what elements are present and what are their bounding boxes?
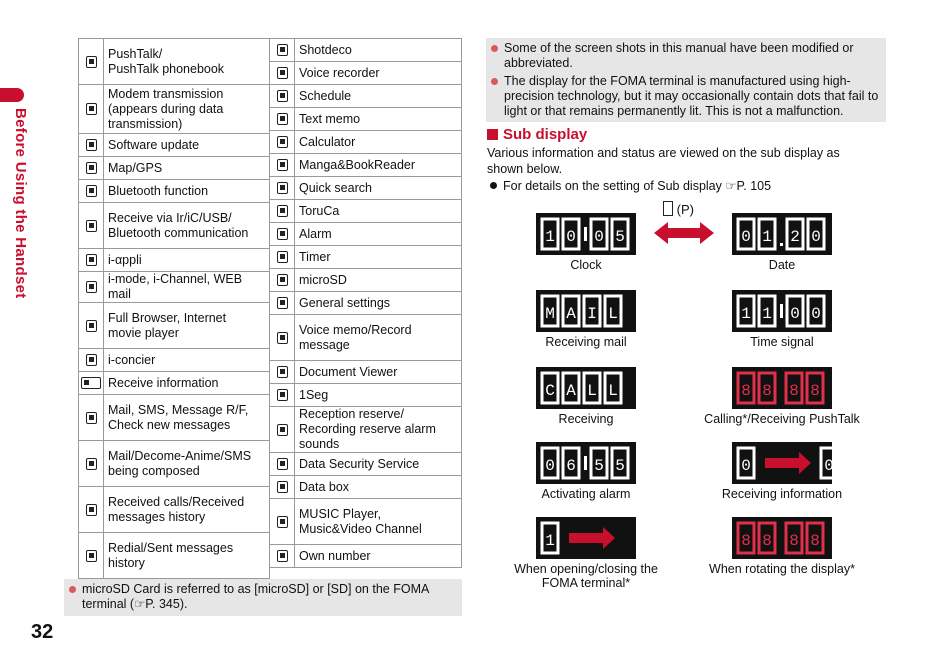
row-label: PushTalk/ PushTalk phonebook bbox=[104, 39, 270, 85]
row-label: Quick search bbox=[295, 177, 462, 200]
table-row bbox=[270, 315, 462, 361]
segment-separator bbox=[780, 243, 783, 246]
icon-cell bbox=[79, 441, 104, 487]
segment-char: 2 bbox=[790, 228, 800, 246]
segment-glyphs bbox=[732, 290, 832, 332]
subdisplay-caption: Calling*/Receiving PushTalk bbox=[704, 412, 860, 426]
subdisplay-open bbox=[536, 517, 636, 559]
general-settings-icon bbox=[277, 297, 288, 309]
icon-cell bbox=[79, 203, 104, 249]
segment-glyphs bbox=[732, 442, 832, 484]
table-row bbox=[270, 384, 462, 407]
row-label: i-αppli bbox=[104, 249, 270, 272]
microsd-note bbox=[64, 579, 462, 616]
reception-reserve-icon bbox=[277, 424, 288, 436]
segment-char: 0 bbox=[594, 228, 604, 246]
row-label: 1Seg bbox=[295, 384, 462, 407]
segment-char: 1 bbox=[741, 305, 751, 323]
table-row bbox=[79, 372, 270, 395]
phone-key-icon bbox=[663, 201, 673, 216]
row-label: Data box bbox=[295, 476, 462, 499]
table-row bbox=[270, 154, 462, 177]
table-row bbox=[79, 441, 270, 487]
table-row bbox=[79, 533, 270, 579]
table-row bbox=[270, 453, 462, 476]
segment-char: 0 bbox=[566, 228, 576, 246]
segment-glyphs bbox=[536, 290, 636, 332]
icon-cell bbox=[79, 349, 104, 372]
row-label: Timer bbox=[295, 246, 462, 269]
icon-cell bbox=[270, 246, 295, 269]
note-display-dots: The display for the FOMA terminal is manufactured using high-precision technology, but it may occasionally contain dots that fail to light or that remains permanently lit. This is not a malfunction. bbox=[486, 74, 886, 119]
table-row bbox=[79, 349, 270, 372]
segment-char: 0 bbox=[824, 457, 834, 475]
i-concier-icon bbox=[86, 354, 97, 366]
icon-cell bbox=[79, 272, 104, 303]
segment-glyphs bbox=[536, 213, 636, 255]
icon-cell bbox=[79, 39, 104, 85]
segment-glyphs bbox=[536, 367, 636, 409]
segment-char: 8 bbox=[741, 532, 751, 550]
subdisplay-caption: When rotating the display* bbox=[709, 562, 855, 576]
quick-search-icon bbox=[277, 182, 288, 194]
data-box-icon bbox=[277, 481, 288, 493]
icon-table-right bbox=[269, 38, 462, 568]
segment-char: 0 bbox=[741, 457, 751, 475]
row-label: Alarm bbox=[295, 223, 462, 246]
segment-glyphs bbox=[732, 213, 832, 255]
map-gps-icon bbox=[86, 162, 97, 174]
table-row bbox=[270, 85, 462, 108]
segment-char: 8 bbox=[789, 532, 799, 550]
chapter-tab-marker bbox=[0, 88, 24, 102]
subdisplay-date bbox=[732, 213, 832, 255]
segment-char: 0 bbox=[545, 457, 555, 475]
timer-icon bbox=[277, 251, 288, 263]
icon-cell bbox=[79, 533, 104, 579]
microsd-note-line2: terminal (☞P. 345). bbox=[82, 597, 188, 611]
arrow-mark bbox=[765, 452, 811, 474]
row-label: Modem transmission (appears during data transmission) bbox=[104, 85, 270, 134]
segment-char: 0 bbox=[811, 228, 821, 246]
row-label: Text memo bbox=[295, 108, 462, 131]
row-label: Redial/Sent messages history bbox=[104, 533, 270, 579]
icon-table-left bbox=[78, 38, 270, 579]
subdisplay-alarm bbox=[536, 442, 636, 484]
calculator-icon bbox=[277, 136, 288, 148]
chapter-side-label: Before Using the Handset bbox=[12, 108, 29, 299]
music-player-icon bbox=[277, 516, 288, 528]
subdisplay-call bbox=[536, 367, 636, 409]
receive-ir-icon bbox=[86, 220, 97, 232]
section-title-text: Sub display bbox=[503, 126, 588, 143]
table-row bbox=[270, 407, 462, 453]
redial-icon bbox=[86, 550, 97, 562]
segment-char: 1 bbox=[545, 228, 555, 246]
subdisplay-caption: Time signal bbox=[750, 335, 814, 349]
segment-char: 8 bbox=[762, 382, 772, 400]
data-security-icon bbox=[277, 458, 288, 470]
subdisplay-caption: Clock bbox=[570, 258, 602, 272]
table-row bbox=[79, 303, 270, 349]
row-label: i-concier bbox=[104, 349, 270, 372]
microsd-icon bbox=[277, 274, 288, 286]
table-row bbox=[270, 476, 462, 499]
schedule-icon bbox=[277, 90, 288, 102]
bullet-dot-icon bbox=[490, 182, 497, 189]
row-label: Manga&BookReader bbox=[295, 154, 462, 177]
table-row bbox=[270, 62, 462, 85]
table-row bbox=[270, 108, 462, 131]
icon-cell bbox=[79, 303, 104, 349]
segment-char: I bbox=[587, 305, 597, 323]
segment-char: 8 bbox=[741, 382, 751, 400]
row-label: Full Browser, Internet movie player bbox=[104, 303, 270, 349]
segment-char: L bbox=[587, 382, 597, 400]
row-label: Voice memo/Record message bbox=[295, 315, 462, 361]
segment-char: 6 bbox=[566, 457, 576, 475]
icon-cell bbox=[79, 487, 104, 533]
manga-reader-icon bbox=[277, 159, 288, 171]
segment-separator bbox=[780, 304, 783, 318]
icon-cell bbox=[270, 545, 295, 568]
segment-char: 5 bbox=[594, 457, 604, 475]
table-row bbox=[79, 157, 270, 180]
icon-cell bbox=[270, 85, 295, 108]
row-label: MUSIC Player, Music&Video Channel bbox=[295, 499, 462, 545]
segment-char: 8 bbox=[810, 382, 820, 400]
receive-information-icon bbox=[81, 377, 101, 389]
toggle-arrow-icon bbox=[654, 220, 714, 246]
row-label: Received calls/Received messages history bbox=[104, 487, 270, 533]
bluetooth-icon bbox=[86, 185, 97, 197]
icon-cell bbox=[79, 85, 104, 134]
subdisplay-clock bbox=[536, 213, 636, 255]
table-row bbox=[270, 361, 462, 384]
icon-cell bbox=[270, 154, 295, 177]
table-row bbox=[79, 39, 270, 85]
subdisplay-caption: Receiving mail bbox=[545, 335, 627, 349]
section-title bbox=[487, 126, 587, 143]
row-label: Own number bbox=[295, 545, 462, 568]
icon-cell bbox=[270, 108, 295, 131]
row-label: General settings bbox=[295, 292, 462, 315]
key-hint-text: (P) bbox=[676, 202, 694, 217]
row-label: Mail/Decome-Anime/SMS being composed bbox=[104, 441, 270, 487]
subdisplay-caption: Activating alarm bbox=[541, 487, 631, 501]
document-viewer-icon bbox=[277, 366, 288, 378]
segment-separator bbox=[584, 227, 587, 241]
subdisplay-caption: Date bbox=[768, 258, 796, 272]
row-label: Bluetooth function bbox=[104, 180, 270, 203]
table-row bbox=[79, 272, 270, 303]
software-update-icon bbox=[86, 139, 97, 151]
segment-char: 5 bbox=[615, 228, 625, 246]
table-row bbox=[79, 395, 270, 441]
voice-memo-icon bbox=[277, 332, 288, 344]
subdisplay-mail bbox=[536, 290, 636, 332]
row-label: Reception reserve/ Recording reserve alarm sounds bbox=[295, 407, 462, 453]
subdisplay-time bbox=[732, 290, 832, 332]
segment-glyphs bbox=[536, 517, 636, 559]
table-row bbox=[79, 134, 270, 157]
icon-cell bbox=[270, 315, 295, 361]
segment-separator bbox=[584, 456, 587, 470]
icon-cell bbox=[270, 384, 295, 407]
arrow-mark bbox=[569, 527, 615, 549]
subdisplay-caption: Receiving bbox=[558, 412, 614, 426]
voice-recorder-icon bbox=[277, 67, 288, 79]
segment-char: L bbox=[608, 305, 618, 323]
section-description: Various information and status are viewed on the sub display as shown below. bbox=[487, 146, 840, 176]
row-label: Mail, SMS, Message R/F, Check new messages bbox=[104, 395, 270, 441]
subdisplay-rotate bbox=[732, 517, 832, 559]
screenshot-notes bbox=[486, 38, 886, 122]
microsd-note-line1: microSD Card is referred to as [microSD] or [SD] on the FOMA bbox=[82, 582, 430, 596]
table-row bbox=[270, 200, 462, 223]
row-label: Schedule bbox=[295, 85, 462, 108]
toruca-icon bbox=[277, 205, 288, 217]
subdisplay-info bbox=[732, 442, 832, 484]
row-label: Calculator bbox=[295, 131, 462, 154]
own-number-icon bbox=[277, 550, 288, 562]
icon-cell bbox=[79, 134, 104, 157]
icon-cell bbox=[79, 249, 104, 272]
section-square-icon bbox=[487, 129, 498, 140]
segment-char: 1 bbox=[545, 532, 555, 550]
text-memo-icon bbox=[277, 113, 288, 125]
table-row bbox=[270, 177, 462, 200]
table-row bbox=[270, 545, 462, 568]
page-number: 32 bbox=[31, 621, 54, 643]
icon-cell bbox=[270, 131, 295, 154]
row-label: Shotdeco bbox=[295, 39, 462, 62]
segment-glyphs bbox=[536, 442, 636, 484]
segment-char: C bbox=[545, 382, 555, 400]
segment-char: L bbox=[608, 382, 618, 400]
icon-cell bbox=[79, 157, 104, 180]
table-row bbox=[270, 269, 462, 292]
segment-glyphs bbox=[732, 367, 832, 409]
iappli-icon bbox=[86, 254, 97, 266]
icon-cell bbox=[270, 453, 295, 476]
table-row bbox=[270, 39, 462, 62]
segment-char: 5 bbox=[615, 457, 625, 475]
row-label: Receive via Ir/iC/USB/ Bluetooth communication bbox=[104, 203, 270, 249]
segment-char: 0 bbox=[790, 305, 800, 323]
icon-cell bbox=[270, 223, 295, 246]
segment-char: A bbox=[566, 382, 576, 400]
row-label: Voice recorder bbox=[295, 62, 462, 85]
row-label: Document Viewer bbox=[295, 361, 462, 384]
icon-cell bbox=[270, 499, 295, 545]
mail-composed-icon bbox=[86, 458, 97, 470]
icon-cell bbox=[270, 200, 295, 223]
row-label: Receive information bbox=[104, 372, 270, 395]
icon-cell bbox=[79, 180, 104, 203]
icon-cell bbox=[270, 62, 295, 85]
table-row bbox=[270, 499, 462, 545]
row-label: Data Security Service bbox=[295, 453, 462, 476]
pushtalk-icon bbox=[86, 56, 97, 68]
table-row bbox=[270, 246, 462, 269]
table-row bbox=[79, 487, 270, 533]
shotdeco-icon bbox=[277, 44, 288, 56]
table-row bbox=[270, 131, 462, 154]
segment-char: M bbox=[545, 305, 555, 323]
table-row bbox=[270, 223, 462, 246]
table-row bbox=[270, 292, 462, 315]
section-bullet bbox=[490, 178, 771, 193]
icon-cell bbox=[270, 361, 295, 384]
icon-cell bbox=[79, 395, 104, 441]
row-label: i-mode, i-Channel, WEB mail bbox=[104, 272, 270, 303]
mail-icon bbox=[86, 412, 97, 424]
icon-cell bbox=[270, 39, 295, 62]
subdisplay-pushtalk bbox=[732, 367, 832, 409]
subdisplay-caption: When opening/closing the FOMA terminal* bbox=[514, 562, 658, 590]
subdisplay-caption: Receiving information bbox=[721, 487, 843, 501]
icon-cell bbox=[270, 177, 295, 200]
received-calls-icon bbox=[86, 504, 97, 516]
segment-char: 0 bbox=[811, 305, 821, 323]
row-label: microSD bbox=[295, 269, 462, 292]
icon-cell bbox=[270, 476, 295, 499]
segment-char: 0 bbox=[741, 228, 751, 246]
segment-char: 8 bbox=[789, 382, 799, 400]
function-key-hint bbox=[663, 201, 694, 217]
segment-glyphs bbox=[732, 517, 832, 559]
row-label: Map/GPS bbox=[104, 157, 270, 180]
segment-char: A bbox=[566, 305, 576, 323]
segment-char: 1 bbox=[762, 305, 772, 323]
icon-cell bbox=[270, 407, 295, 453]
segment-char: 8 bbox=[810, 532, 820, 550]
row-label: Software update bbox=[104, 134, 270, 157]
bullet-text: For details on the setting of Sub display ☞P. 105 bbox=[503, 179, 772, 193]
table-row bbox=[79, 180, 270, 203]
icon-cell bbox=[270, 269, 295, 292]
full-browser-icon bbox=[86, 320, 97, 332]
imode-icon bbox=[86, 281, 97, 293]
table-row bbox=[79, 85, 270, 134]
icon-cell bbox=[79, 372, 104, 395]
row-label: ToruCa bbox=[295, 200, 462, 223]
table-row bbox=[79, 249, 270, 272]
alarm-icon bbox=[277, 228, 288, 240]
oneseg-icon bbox=[277, 389, 288, 401]
modem-icon bbox=[86, 103, 97, 115]
segment-char: 8 bbox=[762, 532, 772, 550]
table-row bbox=[79, 203, 270, 249]
icon-cell bbox=[270, 292, 295, 315]
note-screenshots: Some of the screen shots in this manual have been modified or abbreviated. bbox=[486, 41, 886, 71]
segment-char: 1 bbox=[762, 228, 772, 246]
